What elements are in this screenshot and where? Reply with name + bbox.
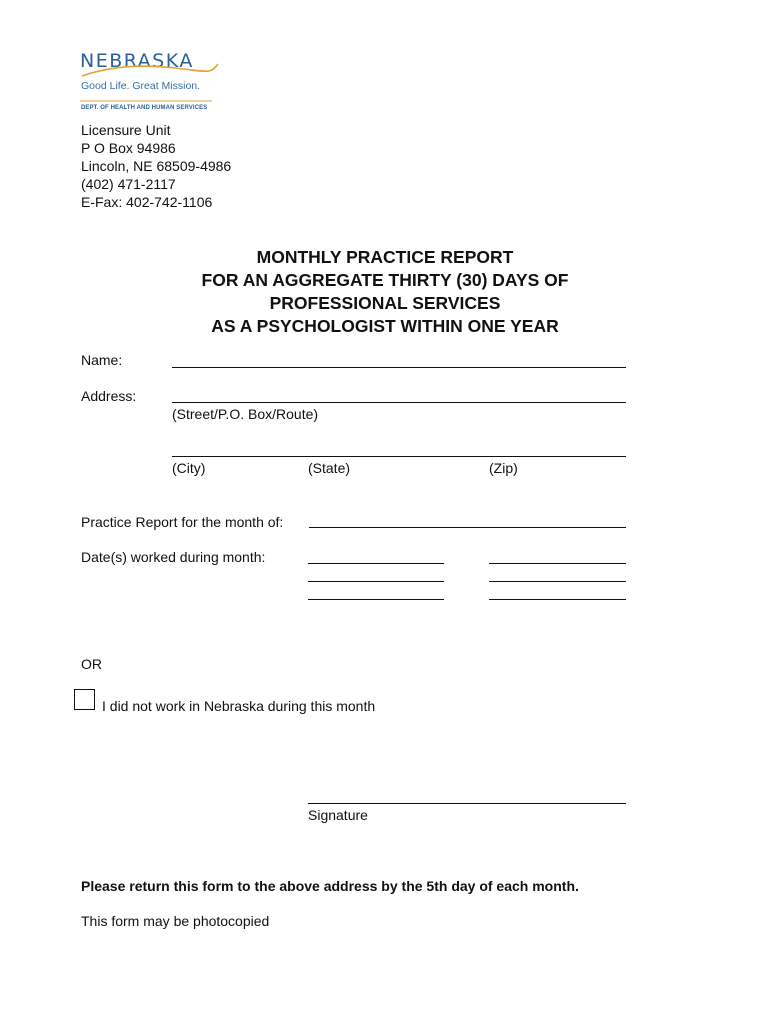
title-line: MONTHLY PRACTICE REPORT	[256, 247, 514, 267]
address-line: Licensure Unit	[81, 122, 171, 138]
return-instruction: Please return this form to the above address by the 5th day of each month.	[81, 878, 579, 894]
logo-tagline: Good Life. Great Mission.	[81, 80, 201, 92]
month-label: Practice Report for the month of:	[81, 514, 284, 530]
logo-rule	[80, 99, 212, 103]
title-line: FOR AN AGGREGATE THIRTY (30) DAYS OF	[201, 270, 569, 290]
zip-caption: (Zip)	[489, 460, 518, 476]
mailing-address	[81, 121, 231, 211]
no-work-label: I did not work in Nebraska during this month	[102, 698, 376, 714]
date-field[interactable]	[308, 599, 444, 600]
state-caption: (State)	[308, 460, 351, 476]
name-field[interactable]	[172, 367, 626, 368]
city-state-zip-field[interactable]	[172, 456, 626, 457]
logo-department: DEPT. OF HEALTH AND HUMAN SERVICES	[81, 105, 208, 111]
street-caption: (Street/P.O. Box/Route)	[172, 406, 319, 422]
title-line: AS A PSYCHOLOGIST WITHIN ONE YEAR	[211, 316, 559, 336]
address-line: (402) 471-2117	[81, 176, 176, 192]
street-field[interactable]	[172, 402, 626, 403]
date-field[interactable]	[308, 581, 444, 582]
address-line: P O Box 94986	[81, 140, 176, 156]
date-field[interactable]	[489, 581, 626, 582]
month-field[interactable]	[309, 527, 626, 528]
photocopy-note: This form may be photocopied	[81, 913, 270, 929]
no-work-checkbox[interactable]	[74, 689, 95, 710]
title-line: PROFESSIONAL SERVICES	[269, 293, 501, 313]
address-label: Address:	[81, 388, 137, 404]
address-line: E-Fax: 402-742-1106	[81, 194, 213, 210]
logo-swoosh-icon	[80, 52, 220, 82]
or-label: OR	[81, 656, 102, 672]
date-field[interactable]	[308, 563, 444, 564]
dates-label: Date(s) worked during month:	[81, 549, 266, 565]
city-caption: (City)	[172, 460, 206, 476]
date-field[interactable]	[489, 599, 626, 600]
address-line: Lincoln, NE 68509-4986	[81, 158, 232, 174]
logo-wordmark: NEBRASKA	[80, 50, 194, 72]
form-title	[0, 246, 770, 338]
name-label: Name:	[81, 352, 123, 368]
date-field[interactable]	[489, 563, 626, 564]
signature-caption: Signature	[308, 807, 368, 823]
signature-field[interactable]	[308, 803, 626, 804]
